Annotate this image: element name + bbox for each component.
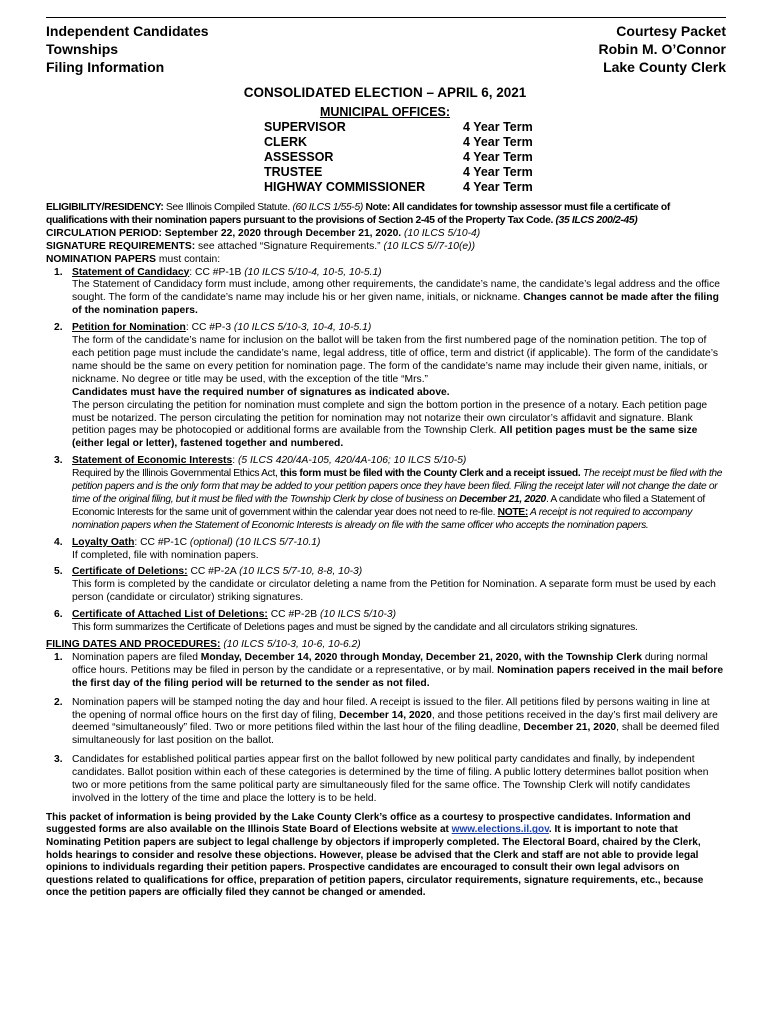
office-row: [264, 180, 533, 195]
item-heading: [72, 566, 726, 579]
office-name: SUPERVISOR: [264, 120, 346, 134]
list-item: [46, 609, 726, 635]
item-number: 5.: [54, 566, 63, 578]
item-bold-text-2: Nomination papers received in the mail before the first day of the filing period will be returned to the sender as not filed.: [72, 664, 724, 689]
item-cite: (10 ILCS 5/7-10, 8-8, 10-3): [239, 566, 363, 578]
nomination-paragraph: [46, 254, 726, 267]
item-title: Petition for Nomination: [72, 322, 186, 334]
item-title: Statement of Economic Interests: [72, 455, 233, 467]
list-item: [46, 754, 726, 806]
item-form: CC #P-2A: [187, 566, 240, 578]
header-right-line-3: Lake County Clerk: [603, 59, 726, 75]
list-item: [46, 537, 726, 563]
offices-table: [264, 120, 533, 195]
item-form: : CC #P-3: [185, 322, 234, 334]
item-number: 6.: [54, 609, 63, 621]
office-term: 4 Year Term: [463, 120, 533, 134]
elections-website-link[interactable]: www.elections.il.gov: [451, 824, 549, 836]
item-heading: [72, 537, 726, 550]
item-title: Certificate of Attached List of Deletions:: [72, 609, 268, 621]
item-body: The form of the candidate’s name for inclusion on the ballot will be taken from the first numbered page of the nomination petition. The top of each petition page must include the candidate’s name, legal address, title of office, term and district (if applicable). The form of the candidate’s name should be the same on every petition for nomination page. The form of the candidate’s name may include their given name, initials, or nickname. No degree or title may be used, with the exception of the title “Mrs.”: [72, 335, 719, 385]
item-body: Nomination papers are filed: [72, 651, 201, 663]
item-text: [72, 279, 726, 318]
office-name: TRUSTEE: [264, 164, 323, 179]
item-form: : CC #P-1B: [189, 266, 245, 278]
filing-heading-line: [46, 639, 726, 652]
item-bold-text: All petition pages must be the same size (either legal or letter), fastened together and numbered.: [72, 425, 698, 450]
item-heading: [72, 267, 726, 280]
office-name: CLERK: [264, 134, 308, 149]
item-number: 3.: [54, 754, 63, 766]
item-number: 4.: [54, 536, 63, 548]
item-body-3: , shall be deemed filed simultaneously for last position on the ballot.: [72, 722, 720, 747]
nomination-items-list: [46, 267, 726, 635]
item-deadline: December 21, 2020: [459, 493, 546, 505]
item-content: [72, 566, 726, 605]
footer-text: This packet of information is being provided by the Lake County Clerk’s office as a courtesy to prospective candidates. Information and suggested forms are also available on the Illinois State Board of Elections website at: [46, 811, 691, 836]
item-content: [72, 537, 726, 563]
item-cite: (optional) (10 ILCS 5/7-10.1): [189, 536, 321, 548]
item-heading: [72, 609, 726, 622]
item-body: Nomination papers will be stamped noting the day and hour filed. A receipt is issued to the filer. All petitions filed by persons waiting in line at the opening of normal office hours on the first day of filing,: [72, 696, 710, 721]
item-bold-text: Changes cannot be made after the filing of the nomination papers.: [72, 292, 719, 317]
header-left-line-1: Independent Candidates: [46, 23, 209, 39]
eligibility-note-cite: (35 ILCS 200/2-45): [555, 214, 638, 226]
election-title: CONSOLIDATED ELECTION – APRIL 6, 2021: [243, 85, 527, 100]
office-term: 4 Year Term: [463, 149, 533, 164]
office-row: [264, 135, 533, 150]
item-number: 2.: [54, 322, 63, 334]
list-item: [46, 455, 726, 532]
eligibility-label: ELIGIBILITY/RESIDENCY:: [46, 202, 164, 213]
item-form: CC #P-2B: [267, 609, 320, 621]
header-left: [46, 22, 209, 76]
item-body-2: , and those petitions received in the day’s first mail delivery are deemed “simultaneously” filed. Two or more petitions filed within the last hour of the filing deadline,: [72, 709, 718, 734]
footer-disclaimer: [46, 812, 726, 900]
header-rule: [46, 17, 726, 18]
header-right-line-2: Robin M. O’Connor: [598, 41, 726, 57]
item-title: Certificate of Deletions:: [72, 566, 188, 578]
item-body: This form summarizes the Certificate of Deletions pages and must be signed by the candidate and all circulators striking signatures.: [72, 622, 638, 634]
item-form: :: [232, 455, 238, 467]
office-name: ASSESSOR: [264, 149, 334, 164]
signature-label: SIGNATURE REQUIREMENTS:: [46, 240, 196, 252]
document-body: [46, 202, 726, 900]
header-right-line-1: Courtesy Packet: [616, 23, 726, 39]
signature-text: see attached “Signature Requirements.”: [195, 240, 384, 252]
item-body: This form is completed by the candidate or circulator deleting a name from the Petition for Nomination. A separate form must be used by each person (candidate or circulator) striking signatures.: [72, 579, 716, 604]
item-cite: (10 ILCS 5/10-3, 10-4, 10-5.1): [233, 322, 372, 334]
item-title: Statement of Candidacy: [72, 266, 190, 278]
item-text: [72, 400, 726, 452]
item-bold-text: Monday, December 14, 2020 through Monday, December 21, 2020, with the Township Clerk: [200, 651, 642, 663]
filing-cite: (10 ILCS 5/10-3, 10-6, 10-6.2): [220, 639, 361, 650]
item-body: If completed, file with nomination papers.: [72, 549, 259, 561]
item-number: 1.: [54, 266, 63, 278]
circulation-label: CIRCULATION PERIOD: September 22, 2020 through December 21, 2020.: [46, 227, 402, 239]
item-text: [72, 697, 726, 749]
nomination-text: must contain:: [156, 253, 221, 265]
item-heading: [72, 322, 726, 335]
nomination-label: NOMINATION PAPERS: [46, 253, 157, 265]
item-content: [72, 322, 726, 451]
item-number: 3.: [54, 455, 63, 467]
item-text: [72, 652, 726, 691]
item-content: [72, 609, 726, 635]
office-term: 4 Year Term: [463, 134, 533, 149]
item-text: [72, 754, 726, 806]
item-number: 2.: [54, 696, 63, 708]
item-cite: (10 ILCS 5/10-3): [319, 609, 397, 621]
circulation-cite: (10 ILCS 5/10-4): [401, 227, 481, 239]
item-note-label: NOTE:: [497, 506, 528, 518]
offices-heading: MUNICIPAL OFFICES:: [319, 105, 451, 119]
item-body: Candidates for established political parties appear first on the ballot followed by new political party candidates and finally, by independent candidates. Ballot position within each of these categories is determined by the time of filing. A public lottery determines ballot position when two or more petitions from the same political party are simultaneously filed for the same office. The Township Clerk will notify candidates involved in the lottery of the time and place the lottery is to be held.: [72, 754, 709, 804]
item-bold-date: December 14, 2020: [339, 709, 432, 721]
list-item: [46, 697, 726, 749]
footer-text-2: . It is important to note that Nominating Petition papers are subject to legal challenge by objectors if improperly completed. The Electoral Board, chaired by the Clerk, holds hearings to consider and resolve these objections. However, please be advised that the Clerk and staff are not able to provide legal opinions to individuals regarding their petition papers. Prospective candidates are encouraged to consult their own legal advisors on questions related to qualifications for office, preparation of petition papers, circulator requirements, signature requirements, etc., because once the petition papers are officially filed they cannot be changed or amended.: [46, 824, 704, 899]
item-content: [72, 455, 726, 532]
office-term: 4 Year Term: [463, 164, 533, 179]
office-row: [264, 120, 533, 135]
eligibility-paragraph: [46, 202, 726, 228]
office-name: HIGHWAY COMMISSIONER: [264, 179, 426, 194]
item-bold-date-2: December 21, 2020: [523, 722, 617, 734]
office-row: [264, 150, 533, 165]
item-cite: (10 ILCS 5/10-4, 10-5, 10-5.1): [244, 266, 382, 278]
list-item: [46, 267, 726, 319]
item-bold-text: this form must be filed with the County Clerk and a receipt issued.: [280, 468, 581, 480]
office-term: 4 Year Term: [463, 179, 533, 194]
item-title: Loyalty Oath: [72, 536, 135, 548]
item-form: : CC #P-1C: [134, 536, 190, 548]
filing-heading: FILING DATES AND PROCEDURES:: [46, 639, 221, 650]
eligibility-text: See Illinois Compiled Statute.: [163, 202, 293, 213]
signature-cite: (10 ILCS 5//7-10(e)): [383, 240, 476, 252]
eligibility-note: Note: All candidates for township assessor must file a certificate of qualifications with their nomination papers pursuant to the provisions of Section 2-45 of the Property Tax Code.: [46, 202, 670, 226]
item-body: Required by the Illinois Governmental Ethics Act,: [72, 468, 280, 480]
item-cite: (5 ILCS 420/4A-105, 420/4A-106; 10 ILCS 5/10-5): [237, 455, 467, 467]
item-italic-text: The receipt must be filed with the petition papers and is the only form that may be added to your petition papers once they have been filed. Filing the receipt later will not change the date or time of the original filing, but it must be filed with the Township Clerk by close of business on: [72, 468, 723, 505]
list-item: [46, 322, 726, 451]
header-left-line-2: Townships: [46, 41, 119, 57]
item-body: The Statement of Candidacy form must include, among other requirements, the candidate’s name, the candidate’s legal address and the office sought. The form of the candidate’s name may include his or her given name, initials, or nickname.: [72, 279, 720, 304]
item-heading: [72, 455, 726, 468]
item-number: 1.: [54, 651, 63, 663]
item-text: [72, 468, 726, 533]
list-item: [46, 566, 726, 605]
eligibility-cite: (60 ILCS 1/55-5): [292, 202, 363, 213]
list-item: [46, 652, 726, 691]
item-note-text: A receipt is not required to accompany nomination papers when the Statement of Economic Interests is already on file with the same officer who accepts the nomination papers.: [72, 506, 693, 531]
office-row: [264, 165, 533, 180]
item-body-2: during normal office hours. Petitions may be filed in person by the candidate or a representative, or by mail.: [72, 651, 708, 676]
item-bold-paragraph: Candidates must have the required number of signatures as indicated above.: [72, 386, 450, 398]
item-body-2: . A candidate who filed a Statement of Economic Interests for the same unit of government within the calendar year does not need to re-file.: [72, 493, 705, 518]
signature-paragraph: [46, 241, 726, 254]
header-right: [598, 22, 726, 76]
circulation-paragraph: [46, 228, 726, 241]
header-left-line-3: Filing Information: [46, 59, 165, 75]
item-body: The person circulating the petition for nomination must complete and sign the bottom portion in the presence of a notary. Each petition page must be notarized. The person circulating the petition for nomination may not notarize their own circulator’s affidavit and signature. Blank petition pages may be photocopied or additional forms are available from the Township Clerk.: [72, 399, 708, 437]
item-content: [72, 267, 726, 319]
